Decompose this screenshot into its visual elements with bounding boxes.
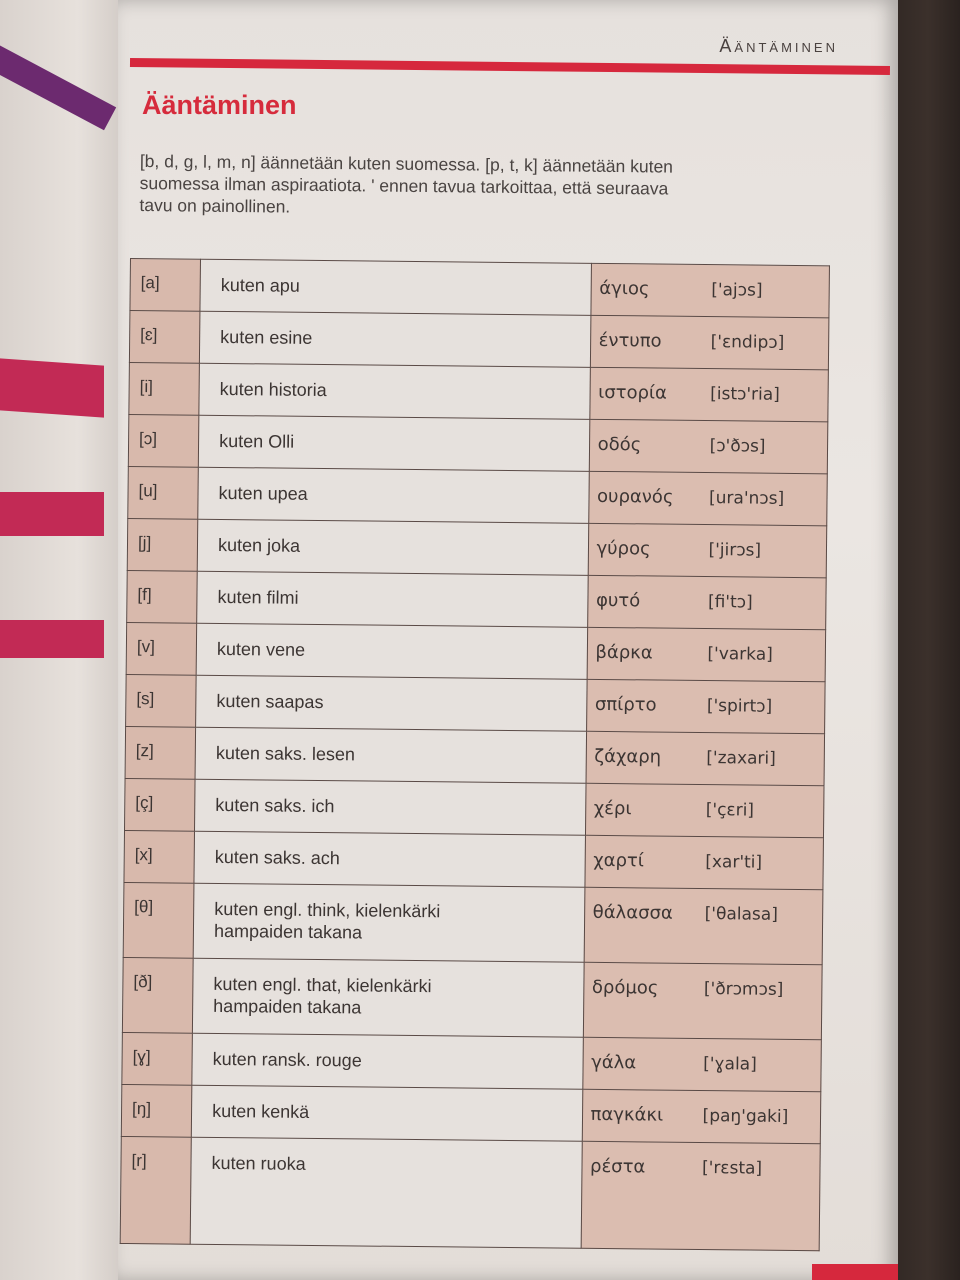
table-row [125, 726, 825, 785]
table-row [128, 466, 828, 525]
page-title: Ääntäminen [142, 90, 297, 120]
phoneme-description [197, 519, 588, 575]
phoneme-symbol: [v] [126, 622, 197, 675]
purple-stripe [0, 28, 116, 131]
magenta-tab-1 [0, 358, 104, 417]
intro-paragraph [139, 150, 820, 223]
greek-example [581, 1141, 821, 1250]
greek-example [582, 1089, 821, 1143]
greek-transcription: ['ajɔs] [711, 280, 763, 301]
table-row [120, 1136, 820, 1250]
table-row [129, 311, 829, 370]
greek-word: ουρανός [596, 485, 674, 508]
greek-transcription: [ura'nɔs] [708, 488, 785, 509]
greek-transcription: [ɔ'ðɔs] [709, 436, 766, 457]
table-row [127, 518, 827, 577]
greek-transcription: ['spirtɔ] [706, 696, 773, 717]
intro-line: tavu on painollinen. [139, 194, 291, 217]
phoneme-symbol: [j] [127, 518, 198, 571]
phoneme-description [198, 467, 589, 523]
phoneme-description [192, 958, 583, 1037]
greek-example [583, 962, 822, 1039]
phoneme-symbol: [ç] [125, 778, 196, 831]
greek-transcription: [istɔ'ria] [710, 384, 780, 405]
pronunciation-table [120, 258, 830, 1251]
table-row [128, 414, 828, 473]
phoneme-symbol: [ɛ] [129, 311, 200, 364]
description-line: kuten joka [217, 534, 301, 556]
magenta-tab-2 [0, 492, 104, 536]
greek-example [586, 679, 825, 733]
greek-word: θάλασσα [592, 901, 673, 924]
phoneme-symbol: [ð] [122, 957, 193, 1033]
description-line: kuten esine [220, 326, 313, 348]
phoneme-symbol: [s] [126, 674, 197, 727]
corner-accent [812, 1264, 898, 1280]
greek-example [586, 731, 825, 785]
intro-line: [b, d, g, l, m, n] äännetään kuten suomessa. [p, t, k] äännetään kuten [139, 150, 674, 177]
phoneme-symbol: [z] [125, 726, 196, 779]
description-line: kuten historia [219, 378, 327, 401]
greek-transcription: ['θalasa] [704, 904, 778, 925]
greek-example [589, 367, 828, 421]
description-line: kuten kenkä [212, 1100, 310, 1122]
table-row [126, 674, 826, 733]
greek-transcription: [xar'ti] [705, 852, 763, 873]
table-row [122, 1032, 822, 1091]
greek-example [585, 783, 824, 837]
description-line: kuten engl. that, kielenkärki [213, 973, 432, 997]
table-body [120, 259, 829, 1251]
left-page-edge [0, 0, 130, 1280]
description-line: kuten saks. ich [215, 794, 335, 817]
greek-transcription: ['ɣala] [703, 1054, 757, 1075]
greek-example [584, 835, 823, 889]
description-line: kuten vene [216, 638, 306, 660]
greek-transcription: [paŋ'gaki] [702, 1106, 789, 1127]
greek-transcription: ['ðrɔmɔs] [703, 979, 784, 1000]
phoneme-symbol: [ŋ] [121, 1084, 192, 1137]
greek-word: οδός [597, 433, 642, 456]
greek-transcription: ['varka] [707, 644, 773, 665]
greek-word: ρέστα [589, 1155, 646, 1178]
phoneme-symbol: [f] [127, 570, 198, 623]
description-line: kuten ruoka [211, 1152, 306, 1174]
greek-word: ζάχαρη [594, 745, 662, 768]
greek-word: ιστορία [598, 381, 668, 404]
phoneme-description [193, 883, 584, 962]
table-row [126, 622, 826, 681]
description-line: kuten saks. lesen [215, 742, 356, 765]
magenta-tab-3 [0, 620, 104, 658]
greek-word: γάλα [591, 1051, 637, 1074]
phoneme-description [191, 1085, 582, 1141]
description-line: kuten upea [218, 482, 308, 504]
greek-word: γύρος [596, 537, 651, 560]
phoneme-symbol: [θ] [123, 882, 194, 958]
greek-word: έντυπο [598, 329, 662, 352]
description-line: kuten ransk. rouge [212, 1048, 362, 1071]
greek-example [588, 523, 827, 577]
greek-example [587, 575, 826, 629]
description-line: kuten filmi [217, 586, 299, 608]
phoneme-description [190, 1137, 582, 1248]
greek-transcription: [fi'tɔ] [707, 592, 753, 613]
description-line: kuten engl. think, kielenkärki [214, 898, 441, 922]
table-row [125, 778, 825, 837]
greek-example [590, 315, 829, 369]
phoneme-description [200, 259, 591, 315]
table-row [124, 830, 824, 889]
phoneme-symbol: [r] [120, 1136, 191, 1244]
greek-transcription: ['rɛsta] [701, 1158, 763, 1179]
phoneme-description [196, 623, 587, 679]
greek-word: χαρτί [593, 849, 645, 872]
table-row [130, 259, 830, 318]
phoneme-description [194, 831, 585, 887]
description-line: kuten saapas [216, 690, 324, 713]
phoneme-symbol: [x] [124, 830, 195, 883]
phoneme-description [197, 571, 588, 627]
greek-example [590, 263, 829, 317]
greek-word: δρόμος [591, 976, 659, 999]
phoneme-description [198, 415, 589, 471]
greek-example [589, 419, 828, 473]
greek-transcription: ['ɛndipɔ] [710, 332, 785, 353]
greek-example [582, 1037, 821, 1091]
greek-word: φυτό [595, 589, 641, 612]
running-head: Ääntäminen [719, 36, 838, 56]
description-line: hampaiden takana [213, 995, 362, 1018]
description-line: kuten Olli [219, 430, 295, 452]
greek-transcription: ['zaxari] [706, 748, 776, 769]
description-line: hampaiden takana [213, 920, 363, 943]
phoneme-description [199, 363, 590, 419]
greek-example [588, 471, 827, 525]
phoneme-symbol: [i] [129, 362, 200, 415]
phoneme-description [199, 311, 590, 367]
phoneme-description [196, 675, 587, 731]
greek-example [587, 627, 826, 681]
phoneme-description [192, 1033, 583, 1089]
phoneme-symbol: [ɣ] [122, 1032, 193, 1085]
table-row [123, 882, 823, 964]
greek-transcription: ['çɛri] [705, 800, 755, 821]
greek-word: χέρι [593, 797, 632, 820]
phoneme-description [195, 727, 586, 783]
book-page [118, 0, 898, 1280]
phoneme-symbol: [a] [130, 259, 201, 312]
table-row [122, 957, 822, 1039]
table-row [121, 1084, 821, 1143]
header-rule [130, 58, 890, 75]
greek-word: παγκάκι [590, 1103, 664, 1126]
phoneme-description [195, 779, 586, 835]
table-row [127, 570, 827, 629]
description-line: kuten saks. ach [214, 846, 340, 869]
phoneme-symbol: [u] [128, 466, 199, 519]
greek-transcription: ['jirɔs] [708, 540, 762, 561]
phoneme-symbol: [ɔ] [128, 414, 199, 467]
greek-word: σπίρτο [594, 693, 657, 716]
table-row [129, 362, 829, 421]
greek-word: βάρκα [595, 641, 653, 664]
intro-line: suomessa ilman aspiraatiota. ' ennen tavua tarkoittaa, että seuraava [139, 172, 669, 199]
description-line: kuten apu [220, 274, 300, 296]
greek-word: άγιος [599, 277, 650, 300]
greek-example [584, 887, 823, 964]
